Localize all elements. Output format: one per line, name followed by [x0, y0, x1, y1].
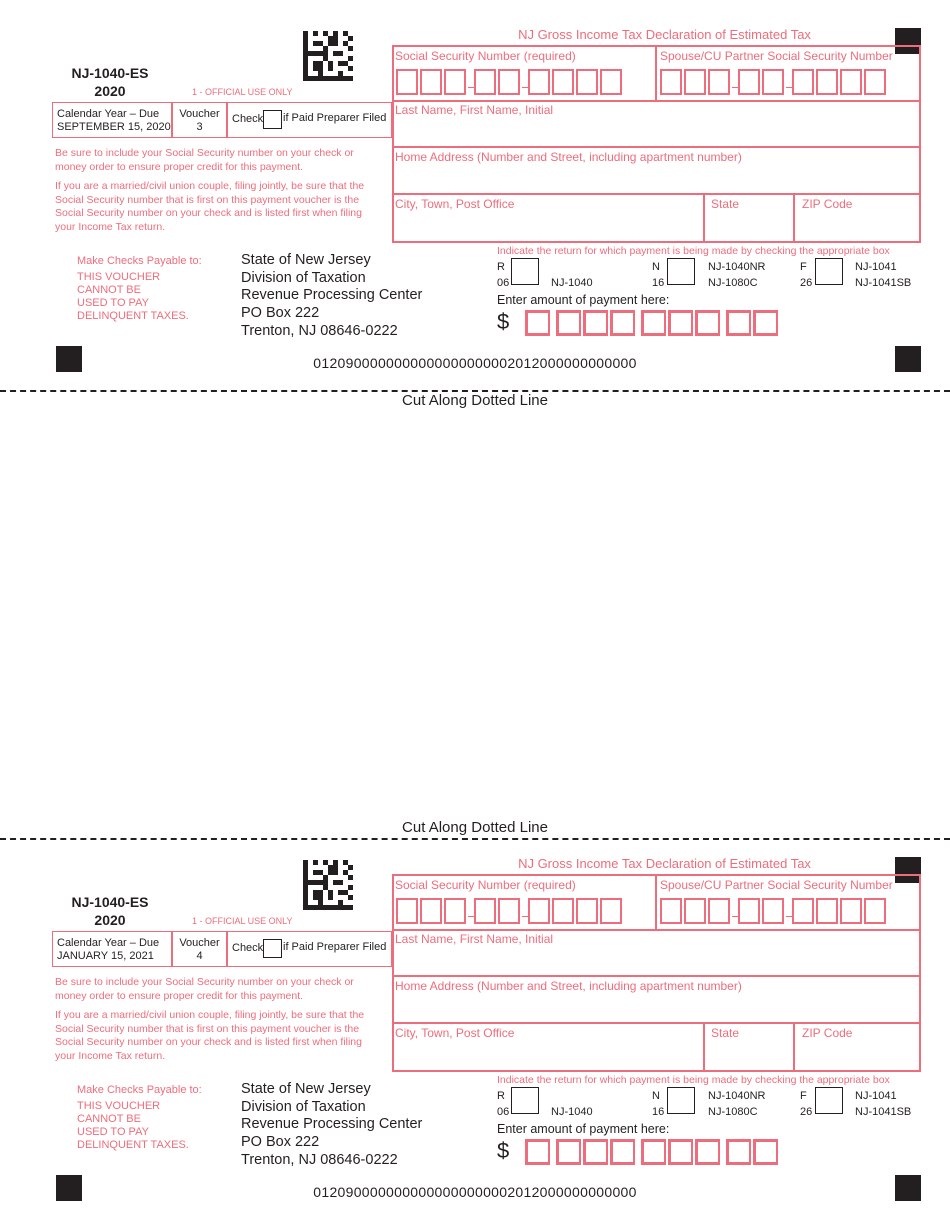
- amount-label: Enter amount of payment here:: [497, 1122, 670, 1136]
- return-r-name: NJ-1040: [551, 1106, 593, 1118]
- form-title: NJ Gross Income Tax Declaration of Estimated Tax: [518, 856, 811, 871]
- amount-label: Enter amount of payment here:: [497, 293, 670, 307]
- return-nj1040nr-checkbox[interactable]: [667, 1087, 695, 1114]
- left-rule: [392, 874, 394, 1072]
- return-n-names: NJ-1040NR NJ-1080C: [708, 1090, 766, 1118]
- preparer-checkbox[interactable]: [263, 939, 282, 958]
- voucher-number-box: Voucher 4: [172, 931, 227, 967]
- return-f-names: NJ-1041 NJ-1041SB: [855, 261, 912, 289]
- spouse-ssn-label: Spouse/CU Partner Social Security Number: [660, 878, 893, 892]
- return-nj1040nr-checkbox[interactable]: [667, 258, 695, 285]
- form-code: NJ-1040-ES 2020: [71, 65, 149, 99]
- mailing-address: State of New Jersey Division of Taxation Revenue Processing Center PO Box 222 Trenton, NJ 08646-0222: [241, 252, 423, 339]
- calendar-year-box: Calendar Year – Due JANUARY 15, 2021: [52, 931, 172, 967]
- return-r-letter: R: [497, 261, 505, 273]
- return-n-names: NJ-1040NR NJ-1080C: [708, 261, 766, 289]
- return-n-code: 16: [652, 277, 665, 289]
- voucher-3: [0, 0, 950, 380]
- indicate-label: Indicate the return for which payment is being made by checking the appropriate box: [497, 245, 890, 257]
- return-n-code: 16: [652, 1106, 665, 1118]
- name-label: Last Name, First Name, Initial: [395, 103, 554, 117]
- return-nj1040-checkbox[interactable]: [511, 258, 539, 285]
- return-r-code: 06: [497, 1106, 510, 1118]
- official-use-label: 1 - OFFICIAL USE ONLY: [192, 87, 293, 97]
- address-label: Home Address (Number and Street, including apartment number): [395, 979, 742, 993]
- return-nj1041-checkbox[interactable]: [815, 258, 843, 285]
- return-n-letter: N: [652, 1090, 660, 1102]
- state-label: State: [711, 197, 740, 211]
- preparer-box: Check: [227, 102, 392, 138]
- ssn-input[interactable]: [396, 898, 624, 924]
- preparer-label: if Paid Preparer Filed: [283, 941, 387, 953]
- left-rule: [392, 45, 394, 243]
- return-f-code: 26: [800, 1106, 813, 1118]
- spouse-ssn-input[interactable]: [660, 69, 888, 95]
- form-code: NJ-1040-ES 2020: [71, 894, 149, 928]
- return-f-letter: F: [800, 261, 807, 273]
- city-label: City, Town, Post Office: [395, 1026, 515, 1040]
- datamatrix-barcode: [303, 31, 353, 81]
- ssn-divider: [655, 874, 657, 931]
- return-n-letter: N: [652, 261, 660, 273]
- spouse-ssn-input[interactable]: [660, 898, 888, 924]
- form-title: NJ Gross Income Tax Declaration of Estimated Tax: [518, 27, 811, 42]
- spouse-ssn-label: Spouse/CU Partner Social Security Number: [660, 49, 893, 63]
- dollar-sign: $: [497, 1138, 510, 1163]
- cut-line-label: Cut Along Dotted Line: [402, 392, 548, 409]
- zip-label: ZIP Code: [802, 1026, 853, 1040]
- joint-filing-note: If you are a married/civil union couple, filing jointly, be sure that the Social Security number that is first on this payment voucher is the Social Security number on your check and is listed first when filing your Income Tax return.: [55, 180, 365, 233]
- city-label: City, Town, Post Office: [395, 197, 515, 211]
- joint-filing-note: If you are a married/civil union couple, filing jointly, be sure that the Social Security number that is first on this payment voucher is the Social Security number on your check and is listed first when filing your Income Tax return.: [55, 1009, 365, 1062]
- payable-note: Make Checks Payable to: THIS VOUCHER CANNOT BE USED TO PAY DELINQUENT TAXES.: [77, 255, 202, 322]
- return-r-name: NJ-1040: [551, 277, 593, 289]
- address-label: Home Address (Number and Street, including apartment number): [395, 150, 742, 164]
- amount-input[interactable]: [525, 310, 780, 336]
- scan-line: 0120900000000000000000002012000000000000: [313, 1184, 637, 1200]
- amount-input[interactable]: [525, 1139, 780, 1165]
- return-f-code: 26: [800, 277, 813, 289]
- return-nj1040-checkbox[interactable]: [511, 1087, 539, 1114]
- state-label: State: [711, 1026, 740, 1040]
- official-use-label: 1 - OFFICIAL USE ONLY: [192, 916, 293, 926]
- scan-line: 0120900000000000000000002012000000000000: [313, 355, 637, 371]
- preparer-box: Check: [227, 931, 392, 967]
- return-r-code: 06: [497, 277, 510, 289]
- zip-label: ZIP Code: [802, 197, 853, 211]
- return-nj1041-checkbox[interactable]: [815, 1087, 843, 1114]
- dollar-sign: $: [497, 309, 510, 334]
- datamatrix-barcode: [303, 860, 353, 910]
- return-r-letter: R: [497, 1090, 505, 1102]
- payable-note: Make Checks Payable to: THIS VOUCHER CANNOT BE USED TO PAY DELINQUENT TAXES.: [77, 1084, 202, 1151]
- cut-line-label: Cut Along Dotted Line: [402, 819, 548, 836]
- ssn-input[interactable]: [396, 69, 624, 95]
- ssn-label: Social Security Number (required): [395, 49, 576, 63]
- calendar-year-box: Calendar Year – Due SEPTEMBER 15, 2020: [52, 102, 172, 138]
- preparer-checkbox[interactable]: [263, 110, 282, 129]
- indicate-label: Indicate the return for which payment is being made by checking the appropriate box: [497, 1074, 890, 1086]
- voucher-4: [0, 829, 950, 1209]
- voucher-number-box: Voucher 3: [172, 102, 227, 138]
- name-label: Last Name, First Name, Initial: [395, 932, 554, 946]
- return-f-names: NJ-1041 NJ-1041SB: [855, 1090, 912, 1118]
- ssn-divider: [655, 45, 657, 102]
- ssn-note: Be sure to include your Social Security number on your check or money order to ensure proper credit for this payment.: [55, 976, 354, 1002]
- preparer-label: if Paid Preparer Filed: [283, 112, 387, 124]
- ssn-note: Be sure to include your Social Security number on your check or money order to ensure proper credit for this payment.: [55, 147, 354, 173]
- return-f-letter: F: [800, 1090, 807, 1102]
- ssn-label: Social Security Number (required): [395, 878, 576, 892]
- mailing-address: State of New Jersey Division of Taxation Revenue Processing Center PO Box 222 Trenton, NJ 08646-0222: [241, 1081, 423, 1168]
